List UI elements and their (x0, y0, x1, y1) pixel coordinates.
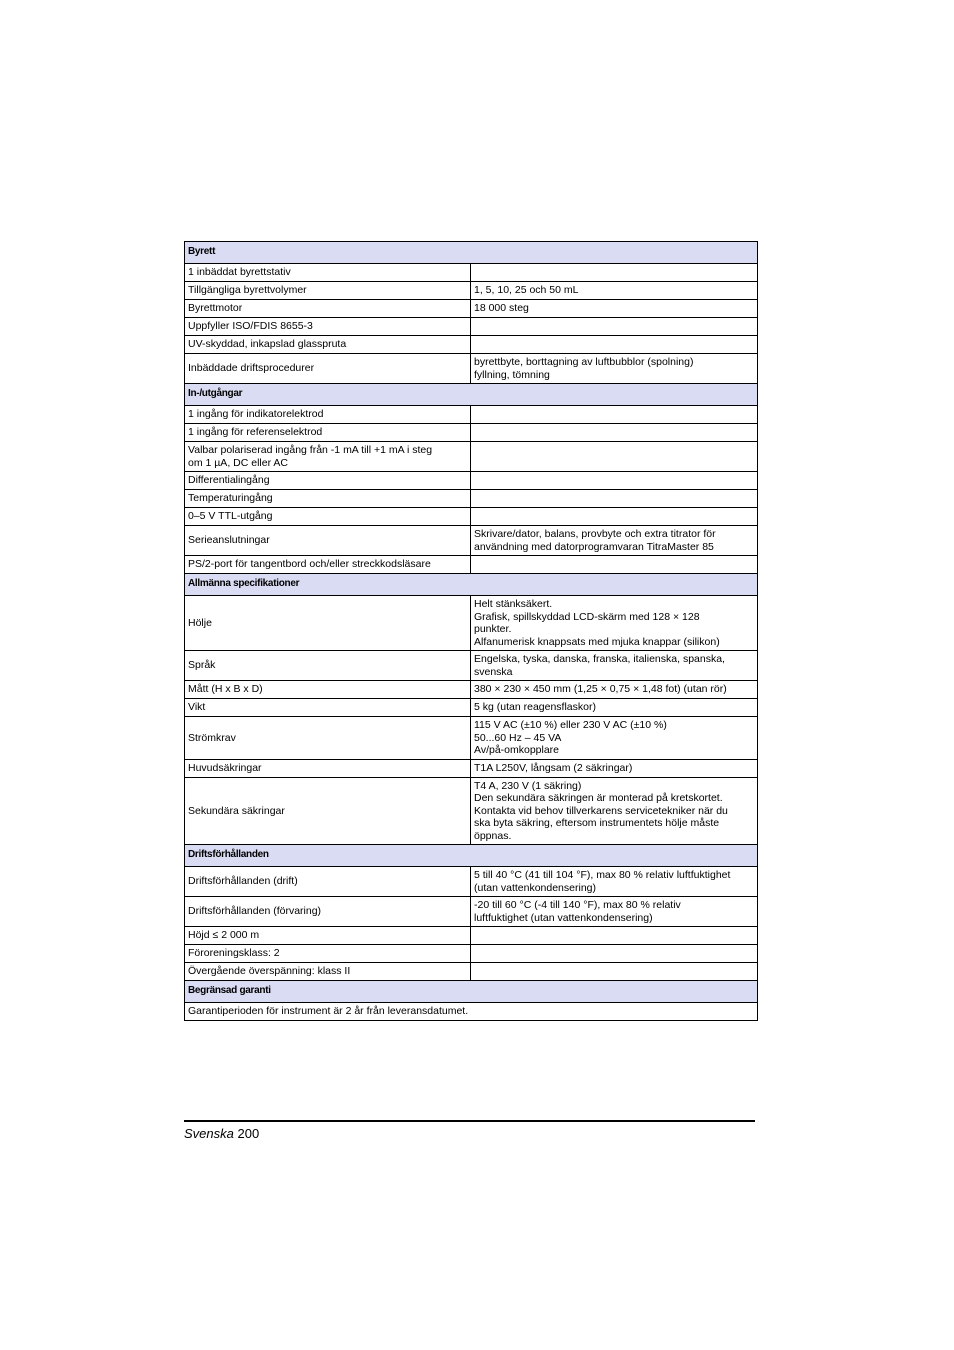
section-title: Allmänna specifikationer (185, 574, 758, 596)
spec-value-cell: T1A L250V, långsam (2 säkringar) (471, 759, 758, 777)
table-row (185, 472, 758, 490)
spec-value-cell: 380 × 230 × 450 mm (1,25 × 0,75 × 1,48 fot) (utan rör) (471, 681, 758, 699)
spec-value-cell (471, 424, 758, 442)
spec-label-cell: Övergående överspänning: klass II (185, 963, 471, 981)
spec-value-cell (471, 556, 758, 574)
spec-label-cell: Språk (185, 651, 471, 681)
section-title: Byrett (185, 242, 758, 264)
spec-value-cell (471, 472, 758, 490)
spec-label-cell: 1 ingång för indikatorelektrod (185, 406, 471, 424)
section-header-row (185, 384, 758, 406)
table-row (185, 759, 758, 777)
full-width-cell: Garantiperioden för instrument är 2 år från leveransdatumet. (185, 1003, 758, 1021)
spec-label-cell: 1 inbäddat byrettstativ (185, 264, 471, 282)
table-row (185, 897, 758, 927)
spec-label-cell: UV-skyddad, inkapslad glasspruta (185, 336, 471, 354)
table-row (185, 264, 758, 282)
spec-value-cell: T4 A, 230 V (1 säkring) Den sekundära säkringen är monterad på kretskortet. Kontakta vid behov tillverkarens servicetekniker när du ska byta säkring, eftersom instrumentets hölje måste öppnas. (471, 777, 758, 845)
table-row (185, 596, 758, 651)
spec-value-cell: Skrivare/dator, balans, provbyte och extra titrator för användning med datorprogramvaran TitraMaster 85 (471, 526, 758, 556)
spec-value-cell: 1, 5, 10, 25 och 50 mL (471, 282, 758, 300)
spec-value-cell (471, 406, 758, 424)
spec-label-cell: Differentialingång (185, 472, 471, 490)
footer-rule (184, 1120, 755, 1122)
section-title: Driftsförhållanden (185, 845, 758, 867)
spec-label-cell: Inbäddade driftsprocedurer (185, 354, 471, 384)
spec-label-cell: Föroreningsklass: 2 (185, 945, 471, 963)
spec-value-cell: byrettbyte, borttagning av luftbubblor (spolning) fyllning, tömning (471, 354, 758, 384)
spec-value-cell: 18 000 steg (471, 300, 758, 318)
table-row (185, 651, 758, 681)
table-row (185, 354, 758, 384)
table-row (185, 681, 758, 699)
table-row (185, 945, 758, 963)
spec-label-cell: Sekundära säkringar (185, 777, 471, 845)
spec-label-cell: Höjd ≤ 2 000 m (185, 927, 471, 945)
table-row (185, 1003, 758, 1021)
spec-label-cell: Serieanslutningar (185, 526, 471, 556)
table-row (185, 336, 758, 354)
spec-label-cell: Huvudsäkringar (185, 759, 471, 777)
spec-value-cell (471, 508, 758, 526)
spec-label-cell: Driftsförhållanden (drift) (185, 867, 471, 897)
spec-value-cell (471, 336, 758, 354)
spec-value-cell: Engelska, tyska, danska, franska, italienska, spanska, svenska (471, 651, 758, 681)
section-header-row (185, 242, 758, 264)
spec-label-cell: PS/2-port för tangentbord och/eller streckkodsläsare (185, 556, 471, 574)
table-row (185, 777, 758, 845)
section-title: Begränsad garanti (185, 981, 758, 1003)
spec-label-cell: 1 ingång för referenselektrod (185, 424, 471, 442)
table-row (185, 300, 758, 318)
table-row (185, 556, 758, 574)
spec-value-cell (471, 442, 758, 472)
spec-label-cell: Strömkrav (185, 717, 471, 760)
footer-language: Svenska (184, 1126, 234, 1141)
section-title: In-/utgångar (185, 384, 758, 406)
table-row (185, 282, 758, 300)
table-row (185, 406, 758, 424)
table-row (185, 526, 758, 556)
spec-value-cell (471, 264, 758, 282)
spec-value-cell (471, 945, 758, 963)
page-footer (184, 1126, 259, 1141)
section-header-row (185, 981, 758, 1003)
table-row (185, 927, 758, 945)
spec-value-cell (471, 490, 758, 508)
spec-label-cell: Mått (H x B x D) (185, 681, 471, 699)
page-number: 200 (237, 1126, 260, 1141)
table-row (185, 867, 758, 897)
table-row (185, 963, 758, 981)
spec-label-cell: Valbar polariserad ingång från -1 mA till +1 mA i steg om 1 µA, DC eller AC (185, 442, 471, 472)
spec-value-cell: 5 kg (utan reagensflaskor) (471, 699, 758, 717)
table-row (185, 318, 758, 336)
table-row (185, 508, 758, 526)
spec-label-cell: Driftsförhållanden (förvaring) (185, 897, 471, 927)
spec-value-cell (471, 927, 758, 945)
spec-value-cell: Helt stänksäkert. Grafisk, spillskyddad LCD-skärm med 128 × 128 punkter. Alfanumerisk knappsats med mjuka knappar (silikon) (471, 596, 758, 651)
spec-value-cell (471, 318, 758, 336)
spec-label-cell: Uppfyller ISO/FDIS 8655-3 (185, 318, 471, 336)
spec-value-cell: 5 till 40 °C (41 till 104 °F), max 80 % relativ luftfuktighet (utan vattenkondensering) (471, 867, 758, 897)
spec-label-cell: Tillgängliga byrettvolymer (185, 282, 471, 300)
spec-label-cell: Hölje (185, 596, 471, 651)
spec-label-cell: Vikt (185, 699, 471, 717)
spec-label-cell: 0–5 V TTL-utgång (185, 508, 471, 526)
table-row (185, 717, 758, 760)
table-row (185, 442, 758, 472)
section-header-row (185, 845, 758, 867)
spec-value-cell (471, 963, 758, 981)
section-header-row (185, 574, 758, 596)
table-row (185, 490, 758, 508)
spec-label-cell: Byrettmotor (185, 300, 471, 318)
spec-value-cell: 115 V AC (±10 %) eller 230 V AC (±10 %) 50...60 Hz – 45 VA Av/på-omkopplare (471, 717, 758, 760)
spec-value-cell: -20 till 60 °C (-4 till 140 °F), max 80 % relativ luftfuktighet (utan vattenkondensering) (471, 897, 758, 927)
table-row (185, 699, 758, 717)
spec-label-cell: Temperaturingång (185, 490, 471, 508)
table-row (185, 424, 758, 442)
specifications-table (184, 241, 758, 1021)
